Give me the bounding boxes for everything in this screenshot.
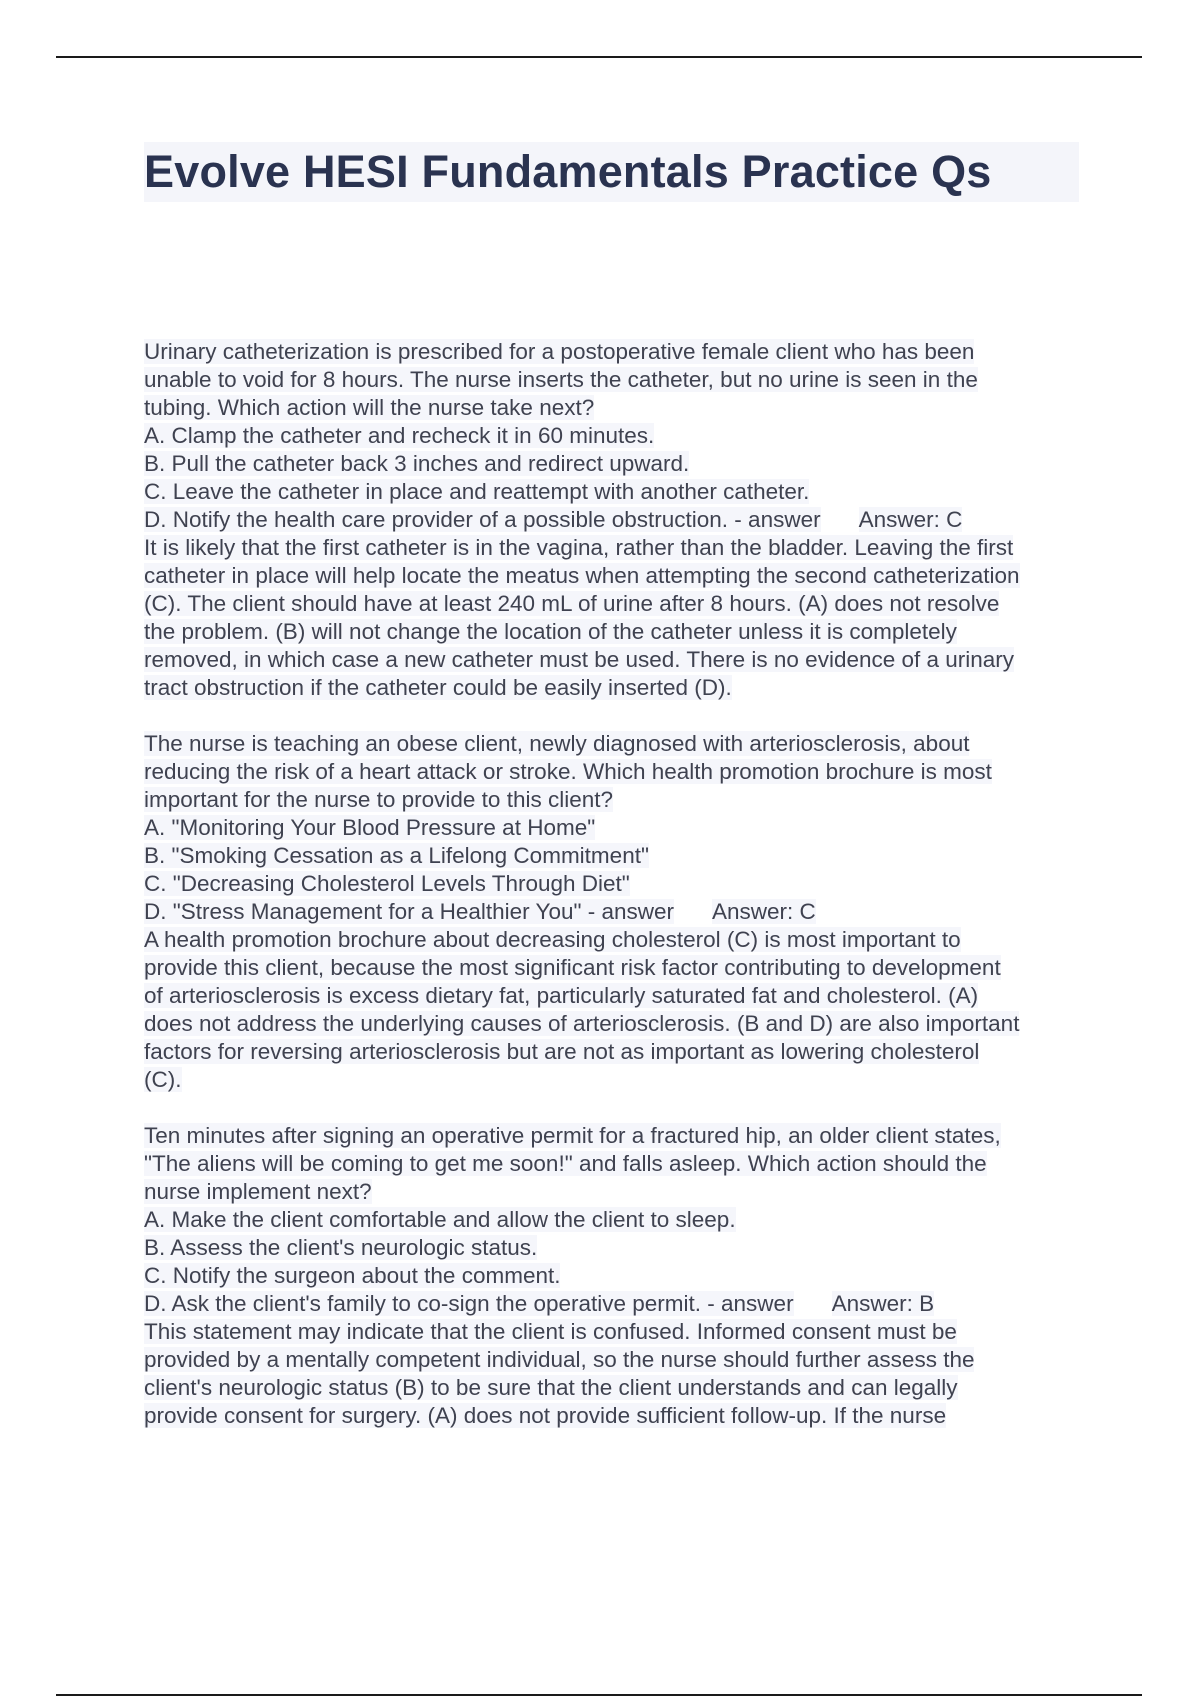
- correct-answer: Answer: B: [831, 1291, 935, 1316]
- answer-option: B. Pull the catheter back 3 inches and redirect upward.: [144, 451, 690, 476]
- page-title: Evolve HESI Fundamentals Practice Qs: [144, 142, 1079, 202]
- answer-option: D. Notify the health care provider of a possible obstruction. - answer Answer: C: [144, 507, 963, 532]
- rationale-line: provide consent for surgery. (A) does not provide sufficient follow-up. If the nurse: [144, 1403, 947, 1428]
- question-stem-line: Urinary catheterization is prescribed for a postoperative female client who has been: [144, 339, 975, 364]
- question-stem-line: nurse implement next?: [144, 1179, 372, 1204]
- answer-option: B. Assess the client's neurologic status.: [144, 1235, 538, 1260]
- question-block: [144, 730, 1084, 1094]
- answer-option: A. Clamp the catheter and recheck it in 60 minutes.: [144, 423, 655, 448]
- answer-option: A. "Monitoring Your Blood Pressure at Home": [144, 815, 596, 840]
- rationale-line: (C).: [144, 1067, 182, 1092]
- question-stem-line: The nurse is teaching an obese client, newly diagnosed with arteriosclerosis, about: [144, 731, 970, 756]
- rationale-line: factors for reversing arteriosclerosis but are not as important as lowering cholesterol: [144, 1039, 980, 1064]
- rationale-line: client's neurologic status (B) to be sure that the client understands and can legally: [144, 1375, 958, 1400]
- rationale-line: tract obstruction if the catheter could be easily inserted (D).: [144, 675, 732, 700]
- rationale-line: This statement may indicate that the client is confused. Informed consent must be: [144, 1319, 957, 1344]
- rationale-line: removed, in which case a new catheter must be used. There is no evidence of a urinary: [144, 647, 1015, 672]
- question-stem-line: "The aliens will be coming to get me soon!" and falls asleep. Which action should the: [144, 1151, 987, 1176]
- question-stem-line: Ten minutes after signing an operative permit for a fractured hip, an older client states,: [144, 1123, 1001, 1148]
- answer-option: C. Notify the surgeon about the comment.: [144, 1263, 561, 1288]
- rationale-line: (C). The client should have at least 240 mL of urine after 8 hours. (A) does not resolve: [144, 591, 1000, 616]
- correct-answer: Answer: C: [711, 899, 816, 924]
- answer-option: B. "Smoking Cessation as a Lifelong Commitment": [144, 843, 649, 868]
- rationale-line: of arteriosclerosis is excess dietary fat, particularly saturated fat and cholesterol. (A): [144, 983, 979, 1008]
- answer-option: D. Ask the client's family to co-sign the operative permit. - answer Answer: B: [144, 1291, 935, 1316]
- question-block: [144, 1122, 1084, 1430]
- rationale-line: provide this client, because the most significant risk factor contributing to development: [144, 955, 1001, 980]
- rationale-line: A health promotion brochure about decreasing cholesterol (C) is most important to: [144, 927, 961, 952]
- answer-option: C. Leave the catheter in place and reattempt with another catheter.: [144, 479, 810, 504]
- question-stem-line: reducing the risk of a heart attack or stroke. Which health promotion brochure is most: [144, 759, 992, 784]
- rationale-line: It is likely that the first catheter is in the vagina, rather than the bladder. Leaving the first: [144, 535, 1014, 560]
- question-stem-line: important for the nurse to provide to this client?: [144, 787, 613, 812]
- question-content: [144, 338, 1084, 1430]
- bottom-rule: [56, 1694, 1142, 1696]
- top-rule: [56, 56, 1142, 58]
- answer-option: D. "Stress Management for a Healthier You" - answer Answer: C: [144, 899, 816, 924]
- rationale-line: does not address the underlying causes of arteriosclerosis. (B and D) are also important: [144, 1011, 1020, 1036]
- question-stem-line: tubing. Which action will the nurse take next?: [144, 395, 595, 420]
- answer-option: C. "Decreasing Cholesterol Levels Through Diet": [144, 871, 630, 896]
- rationale-line: catheter in place will help locate the meatus when attempting the second catheterization: [144, 563, 1020, 588]
- question-block: [144, 338, 1084, 702]
- answer-option: A. Make the client comfortable and allow the client to sleep.: [144, 1207, 736, 1232]
- correct-answer: Answer: C: [858, 507, 963, 532]
- question-stem-line: unable to void for 8 hours. The nurse inserts the catheter, but no urine is seen in the: [144, 367, 978, 392]
- rationale-line: the problem. (B) will not change the location of the catheter unless it is completely: [144, 619, 957, 644]
- rationale-line: provided by a mentally competent individual, so the nurse should further assess the: [144, 1347, 975, 1372]
